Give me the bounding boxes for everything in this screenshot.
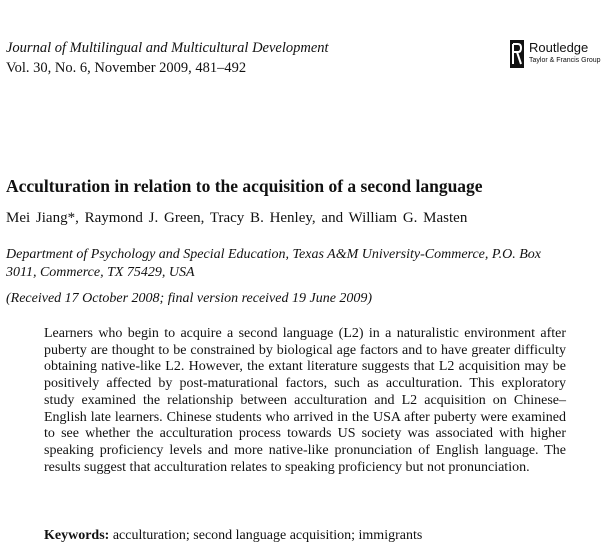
received-dates: (Received 17 October 2008; final version received 19 June 2009)	[6, 291, 373, 306]
affiliation-line: 3011, Commerce, TX 75429, USA	[6, 265, 195, 280]
abstract: Learners who begin to acquire a second language (L2) in a naturalistic environment after puberty are thought to be constrained by biological age factors and to have greater difficulty obtaining native-like L2. However, the extant literature suggests that L2 acquisition may be positively affected by post-maturational factors, such as acculturation. This exploratory study examined the relationship between acculturation and L2 acquisition on Chinese–English late learners. Chinese students who arrived in the USA after puberty were examined to see whether the acculturation process towards US society was associated with higher speaking proficiency levels and more native-like pronunciation of English language. The results suggest that acculturation relates to speaking proficiency but not pronunciation.	[44, 326, 566, 475]
routledge-r-icon	[510, 40, 524, 68]
journal-name: Journal of Multilingual and Multicultural Development	[6, 40, 329, 56]
publisher-brand: Routledge	[529, 40, 589, 55]
article-title: Acculturation in relation to the acquisition of a second language	[6, 176, 483, 196]
publisher-logo	[508, 38, 608, 74]
keywords	[44, 528, 422, 544]
journal-citation	[6, 38, 329, 78]
article-authors: Mei Jiang*, Raymond J. Green, Tracy B. Henley, and William G. Masten	[6, 210, 468, 226]
keywords-label: Keywords:	[44, 528, 110, 543]
journal-volume: Vol. 30, No. 6, November 2009, 481–492	[6, 60, 247, 76]
author-affiliation	[6, 246, 606, 282]
affiliation-line: Department of Psychology and Special Education, Texas A&M University-Commerce, P.O. Box	[6, 247, 542, 262]
keywords-list: acculturation; second language acquisition; immigrants	[112, 528, 423, 543]
publisher-subtitle: Taylor & Francis Group	[529, 57, 601, 64]
